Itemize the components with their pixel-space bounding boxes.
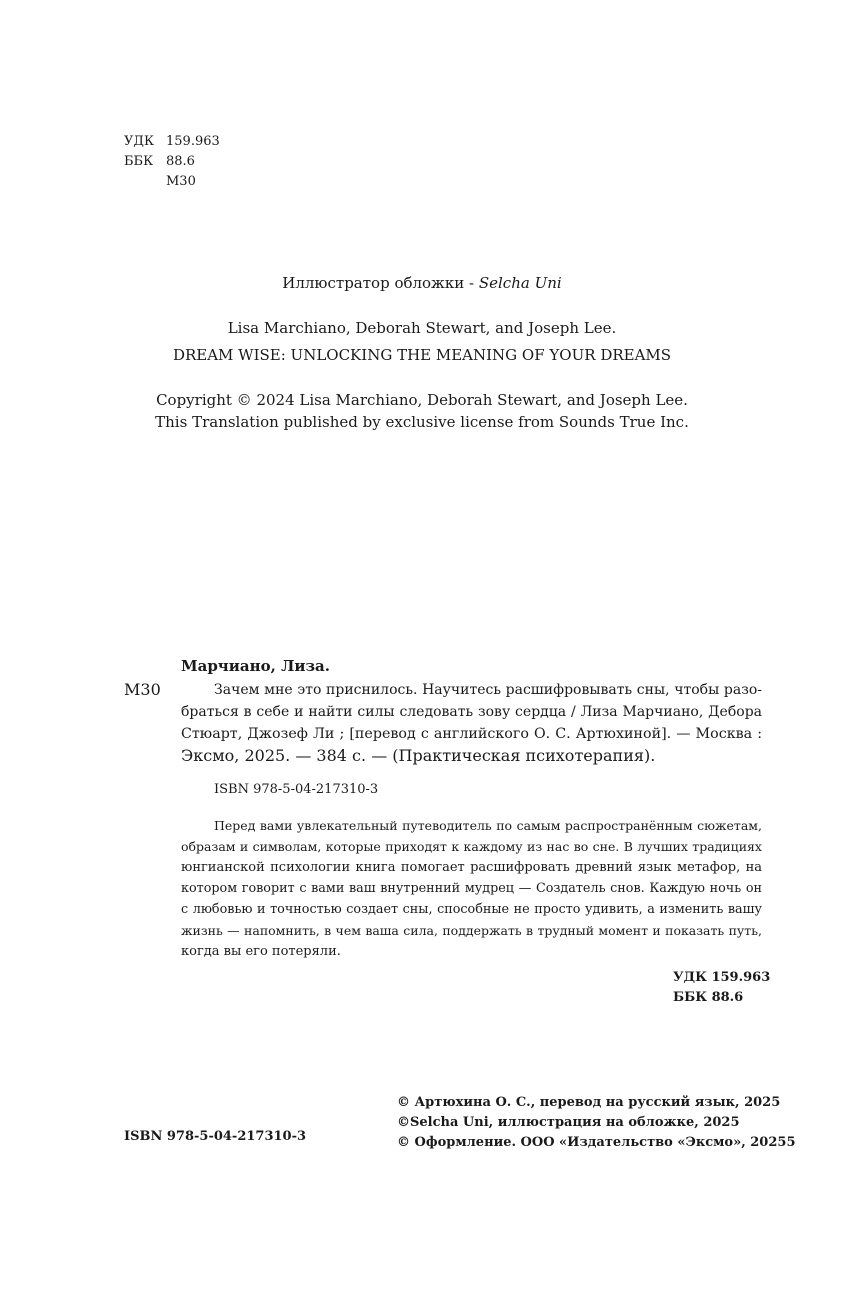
catalog-mark: М30 [124,680,161,699]
author-mark-row [124,172,220,192]
annotation-line: жизнь — напомнить, в чем ваша сила, поддержать в трудный момент и показать путь, [181,923,762,938]
footer-copyright-line: © Оформление. ООО «Издательство «Эксмо», 20255 [397,1135,796,1150]
copyright-line-1: Copyright © 2024 Lisa Marchiano, Deborah Stewart, and Joseph Lee. [156,391,688,409]
catalog-isbn: ISBN 978-5-04-217310-3 [214,782,379,797]
description-line: Зачем мне это приснилось. Научитесь расшифровывать сны, чтобы разо- [214,682,762,698]
annotation-line: юнгианской психологии книга помогает расшифровать древний язык метафор, на [181,860,762,875]
udk-row [124,132,220,152]
classification-block [124,132,220,192]
footer-isbn: ISBN 978-5-04-217310-3 [124,1129,307,1144]
cover-illustrator [0,272,844,294]
author-mark: М30 [166,174,196,189]
bbk-value: 88.6 [166,154,195,169]
footer-copyright-line: © Артюхина О. С., перевод на русский язык, 2025 [397,1095,781,1110]
footer-copyrights [397,1093,796,1153]
description-line: Стюарт, Джозеф Ли ; [перевод с английского О. С. Артюхиной]. — Москва : [181,726,762,742]
udk-value: 159.963 [166,134,220,149]
catalog-description [181,679,762,767]
bbk-row [124,152,220,172]
annotation-line: образам и символам, которые приходят к каждому из нас во сне. В лучших традициях [181,839,762,854]
footer-copyright-line: ©Selcha Uni, иллюстрация на обложке, 2025 [397,1115,740,1130]
catalog-bbk: ББК 88.6 [673,990,744,1005]
description-line: Эксмо, 2025. — 384 с. — (Практическая психотерапия). [181,746,656,765]
description-line: браться в себе и найти силы следовать зову сердца / Лиза Марчиано, Дебора [181,704,762,720]
cover-illustrator-label: Иллюстратор обложки - [282,274,475,292]
catalog-udk: УДК 159.963 [673,970,771,985]
annotation-line: с любовью и точностью создает сны, способные не просто удивить, а изменить вашу [181,902,762,917]
original-title: DREAM WISE: UNLOCKING THE MEANING OF YOUR DREAMS [172,346,672,364]
copyright-line-2: This Translation published by exclusive license from Sounds True Inc. [155,413,689,431]
original-authors: Lisa Marchiano, Deborah Stewart, and Joseph Lee. [227,319,617,337]
annotation-line: Перед вами увлекательный путеводитель по самым распространённым сюжетам, [214,818,762,833]
annotation-line: котором говорит с вами ваш внутренний мудрец — Создатель снов. Каждую ночь он [181,881,762,896]
annotation-line: когда вы его потеряли. [181,944,341,959]
udk-label: УДК [124,134,155,149]
bbk-label: ББК [124,154,154,169]
catalog-author-heading: Марчиано, Лиза. [181,657,330,675]
annotation [181,815,762,962]
cover-illustrator-name: Selcha Uni [478,274,562,292]
